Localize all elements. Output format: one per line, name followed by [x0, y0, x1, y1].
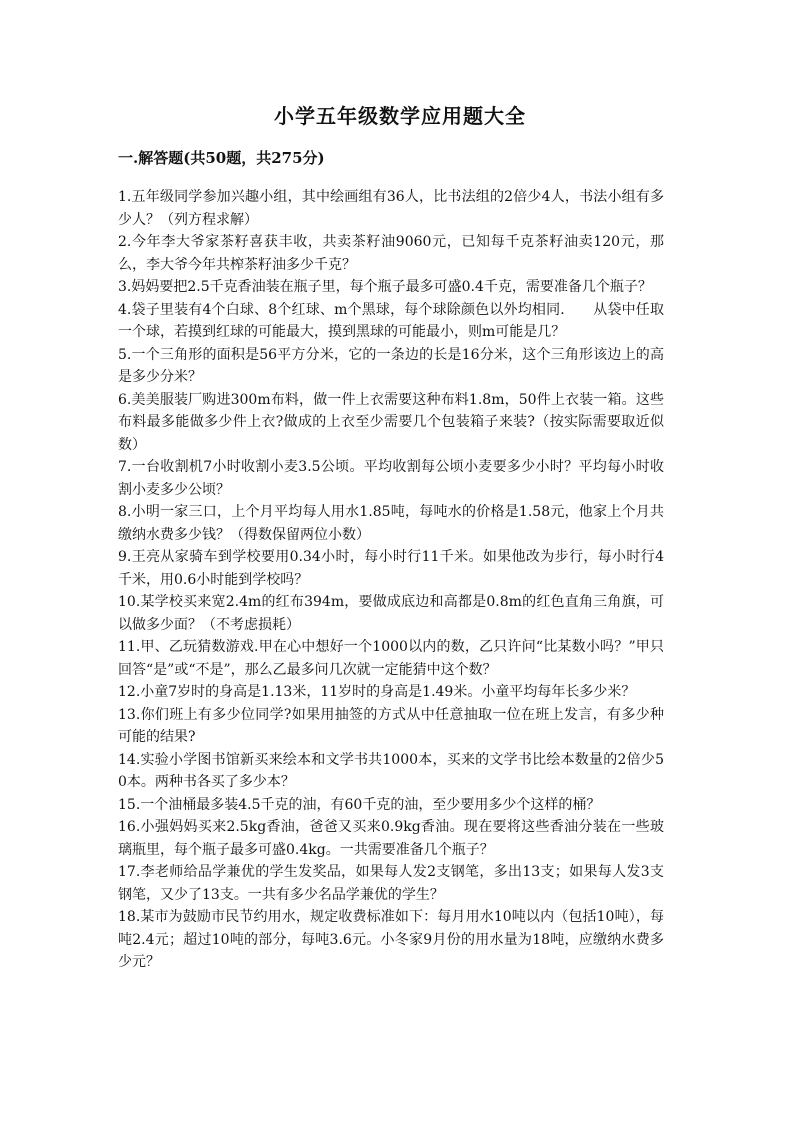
question-12: 12.小童7岁时的身高是1.13米，11岁时的身高是1.49米。小童平均每年长多少米？ [118, 684, 636, 700]
question-17: 17.李老师给品学兼优的学生发奖品，如果每人发2支钢笔，多出13支；如果每人发3支钢笔，又少了13支。一共有多少名品学兼优的学生？ [118, 864, 664, 903]
question-10: 10.某学校买来宽2.4m的红布394m，要做成底边和高都是0.8m的红色直角三角旗，可以做多少面？（不考虑损耗） [118, 594, 664, 633]
question-list [118, 186, 664, 974]
question-13: 13.你们班上有多少位同学?如果用抽签的方式从中任意抽取一位在班上发言，有多少种可能的结果? [118, 706, 664, 745]
question-14: 14.实验小学图书馆新买来绘本和文学书共1000本，买来的文学书比绘本数量的2倍少50本。两种书各买了多少本？ [118, 751, 664, 790]
question-7: 7.一台收割机7小时收割小麦3.5公顷。平均收割每公顷小麦要多少小时？平均每小时收割小麦多少公顷？ [118, 459, 664, 498]
question-11: 11.甲、乙玩猜数游戏.甲在心中想好一个1000以内的数，乙只许问“比某数小吗？”甲只回答“是”或“不是”，那么乙最多问几次就一定能猜中这个数？ [118, 639, 664, 678]
question-18: 18.某市为鼓励市民节约用水，规定收费标准如下：每月用水10吨以内（包括10吨），每吨2.4元；超过10吨的部分，每吨3.6元。小冬家9月份的用水量为18吨，应缴纳水费多少元？ [118, 909, 664, 970]
question-16: 16.小强妈妈买来2.5kg香油，爸爸又买来0.9kg香油。现在要将这些香油分装在一些玻璃瓶里，每个瓶子最多可盛0.4kg。一共需要准备几个瓶子？ [118, 819, 664, 858]
question-3: 3.妈妈要把2.5千克香油装在瓶子里，每个瓶子最多可盛0.4千克，需要准备几个瓶子？ [118, 279, 652, 295]
page-title: 小学五年级数学应用题大全 [274, 104, 526, 128]
question-5: 5.一个三角形的面积是56平方分米，它的一条边的长是16分米，这个三角形该边上的高是多少分米？ [118, 346, 664, 385]
question-6: 6.美美服装厂购进300m布料，做一件上衣需要这种布料1.8m，50件上衣装一箱。这些布料最多能做多少件上衣?做成的上衣至少需要几个包装箱子来装?（按实际需要取近似数） [118, 391, 664, 453]
question-15: 15.一个油桶最多装4.5千克的油，有60千克的油，至少要用多少个这样的桶？ [118, 796, 601, 813]
section-heading: 一.解答题(共50题，共275分) [118, 149, 325, 167]
question-1: 1.五年级同学参加兴趣小组，其中绘画组有36人，比书法组的2倍少4人，书法小组有多少人？（列方程求解） [118, 189, 664, 228]
question-2: 2.今年李大爷家茶籽喜获丰收，共卖茶籽油9060元，已知每千克茶籽油卖120元，那么，李大爷今年共榨茶籽油多少千克？ [118, 234, 664, 273]
question-8: 8.小明一家三口，上个月平均每人用水1.85吨，每吨水的价格是1.58元，他家上个月共缴纳水费多少钱？（得数保留两位小数） [118, 504, 664, 543]
question-9: 9.王亮从家骑车到学校要用0.34小时，每小时行11千米。如果他改为步行，每小时行4千米，用0.6小时能到学校吗？ [118, 549, 664, 588]
question-4: 4.袋子里装有4个白球、8个红球、m个黑球，每个球除颜色以外均相同. 从袋中任取一个球，若摸到红球的可能最大，摸到黑球的可能最小，则m可能是几？ [118, 301, 664, 340]
